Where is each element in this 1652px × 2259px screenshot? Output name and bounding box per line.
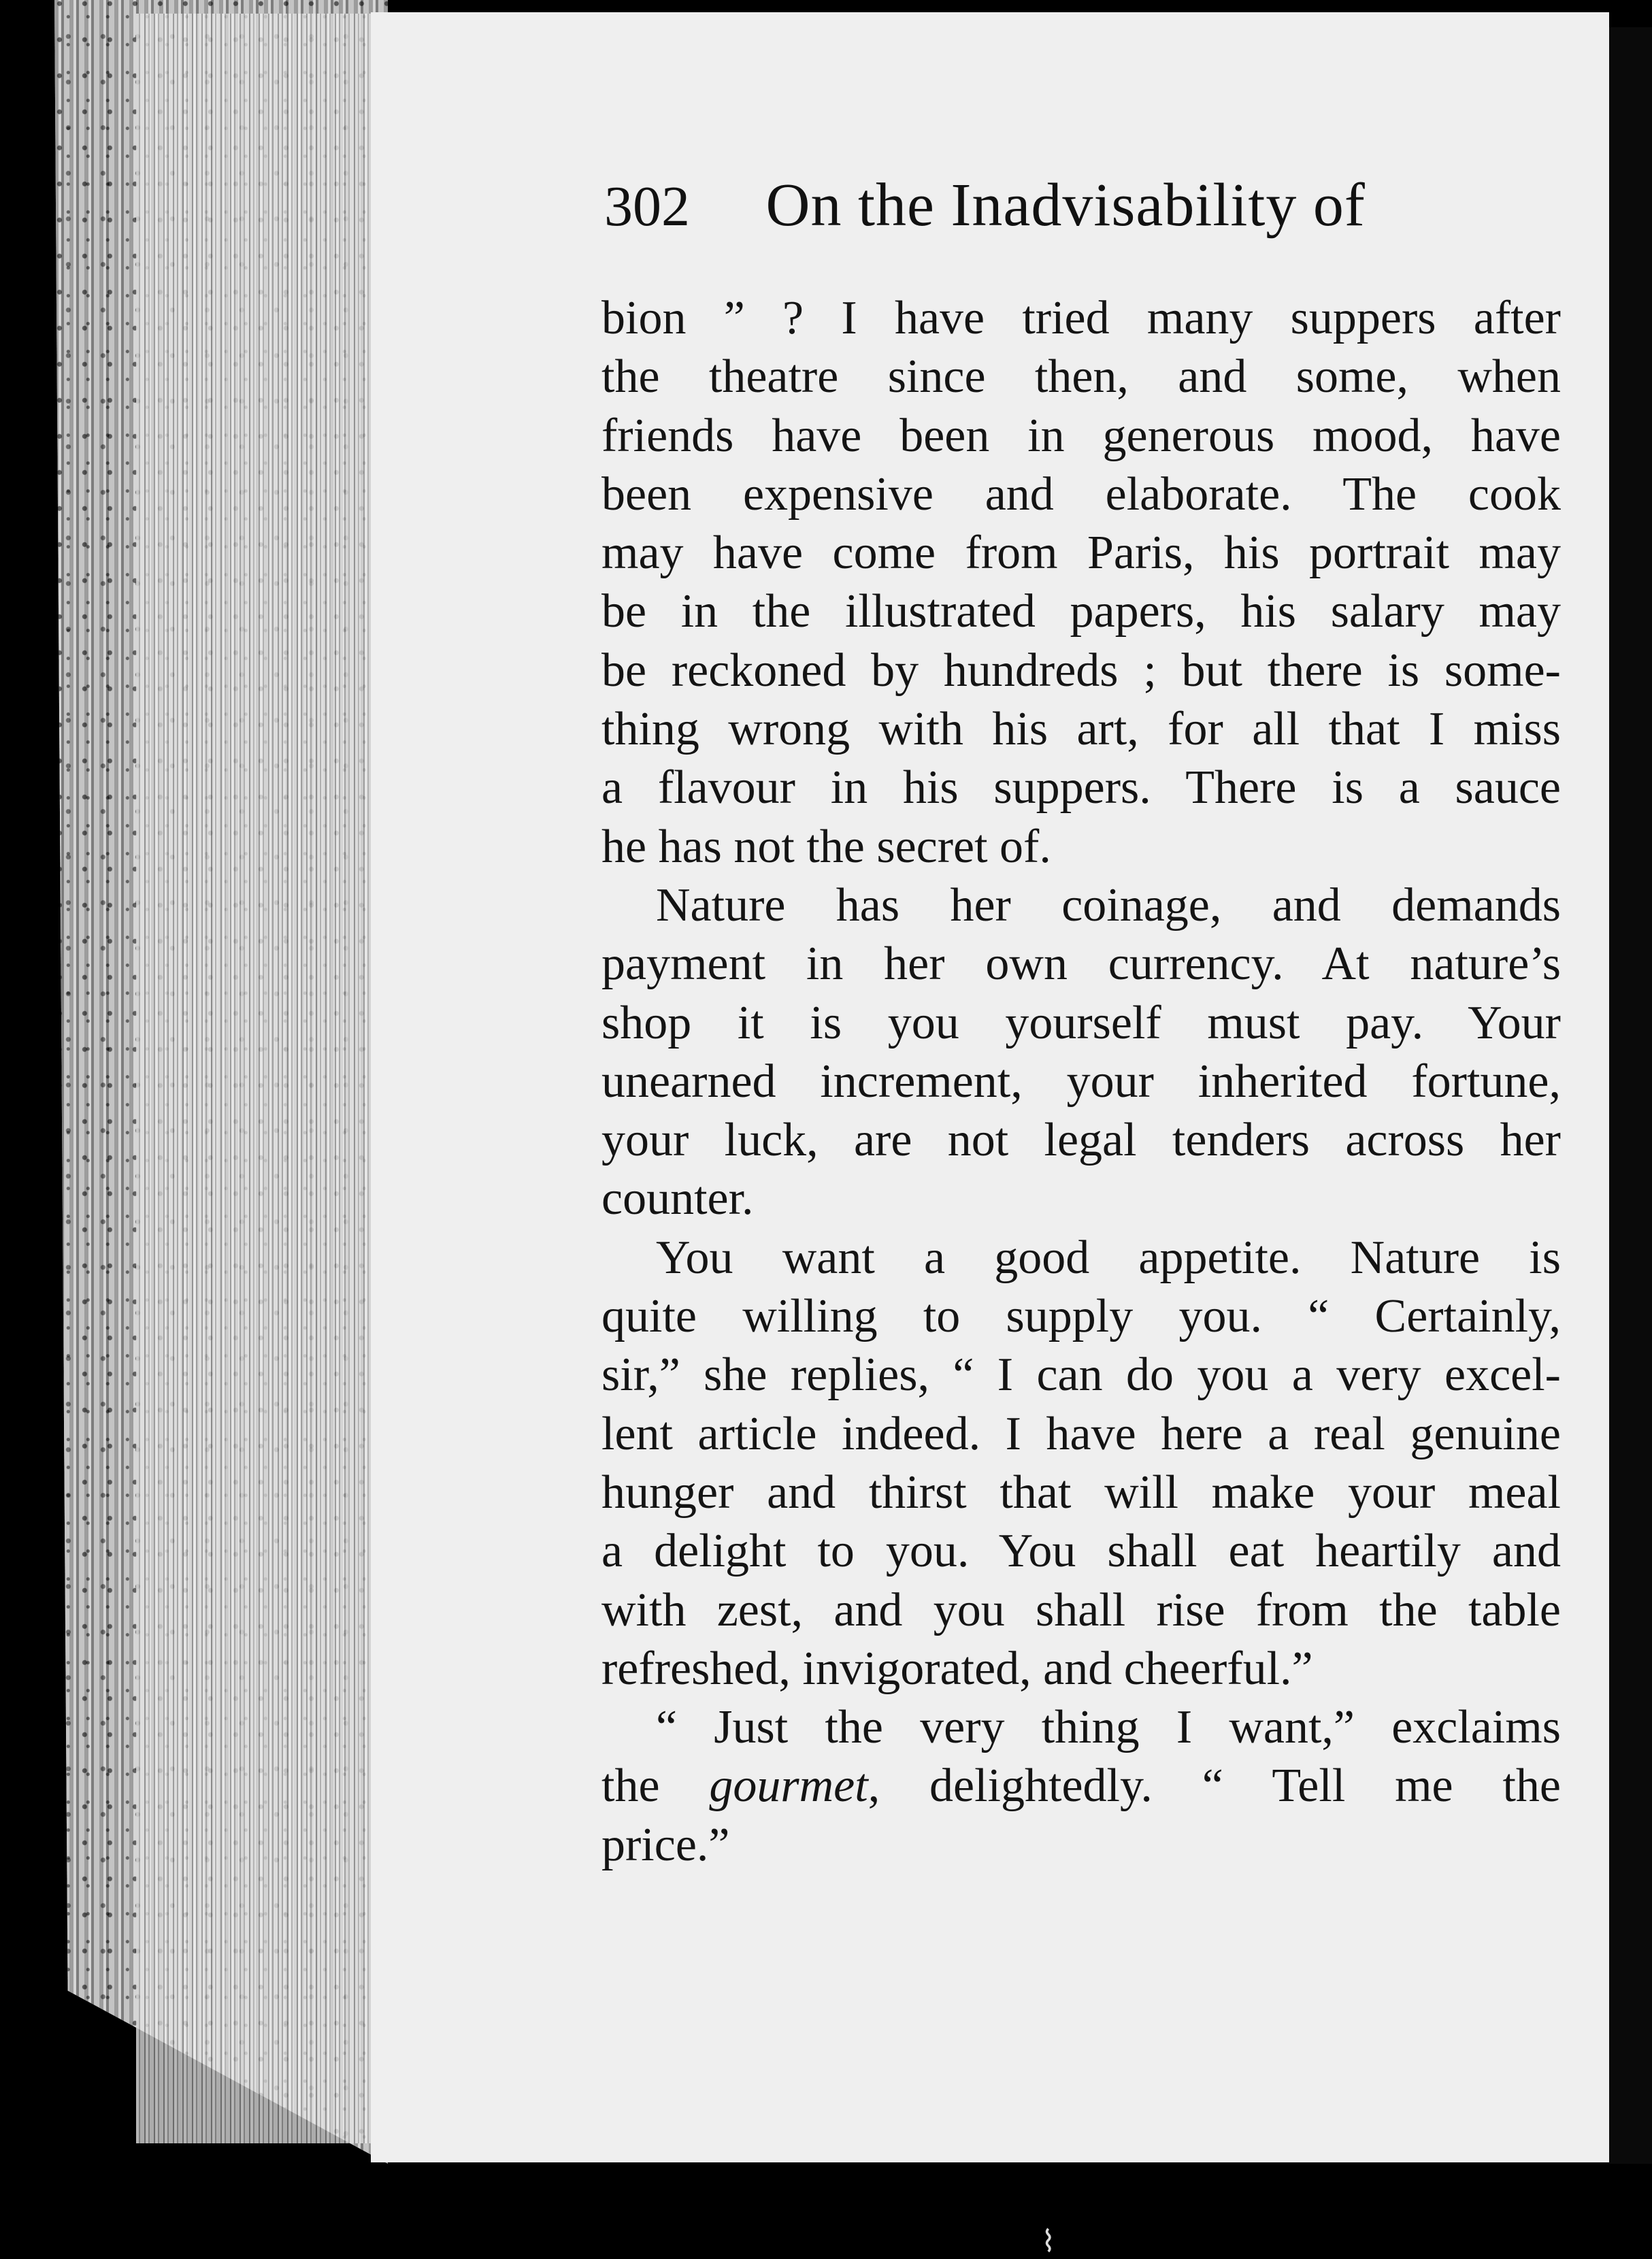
text-line: may have come from Paris, his portrait may <box>601 527 1561 580</box>
text-line: sir,” she replies, “ I can do you a very excel- <box>601 1349 1561 1402</box>
text-line: payment in her own currency. At nature’s <box>601 938 1561 991</box>
page-edge-lines <box>136 14 381 2143</box>
binding-mark: ⌇ <box>1041 2225 1056 2258</box>
text-line: unearned increment, your inherited fortune, <box>601 1055 1561 1108</box>
text-line: lent article indeed. I have here a real genuine <box>601 1407 1561 1460</box>
text-line: a delight to you. You shall eat heartily and <box>601 1525 1561 1578</box>
text-line: the theatre since then, and some, when <box>601 350 1561 403</box>
page-number: 302 <box>604 175 690 238</box>
body-text <box>601 289 1561 1875</box>
text-line: your luck, are not legal tenders across her <box>601 1114 1561 1167</box>
text-line: quite willing to supply you. “ Certainly, <box>601 1290 1561 1343</box>
running-title: On the Inadvisability of <box>765 171 1366 239</box>
text-line: thing wrong with his art, for all that I miss <box>601 703 1561 756</box>
text-line: been expensive and elaborate. The cook <box>601 467 1561 521</box>
text-line: a flavour in his suppers. There is a sauce <box>601 761 1561 814</box>
text-line: friends have been in generous mood, have <box>601 409 1561 462</box>
text-line <box>601 1757 1561 1815</box>
text-line: be in the illustrated papers, his salary may <box>601 585 1561 638</box>
text-line: shop it is you yourself must pay. Your <box>601 996 1561 1049</box>
text-line: You want a good appetite. Nature is <box>656 1231 1561 1284</box>
text-line: price.” <box>601 1818 730 1871</box>
text-line: “ Just the very thing I want,” exclaims <box>656 1701 1561 1754</box>
page-header <box>604 158 1584 253</box>
italic-word: gourmet <box>709 1760 868 1813</box>
text-fragment: , delightedly. “ Tell me the <box>868 1760 1561 1813</box>
right-page-edge <box>1609 27 1652 2164</box>
text-line: hunger and thirst that will make your meal <box>601 1466 1561 1519</box>
text-line: be reckoned by hundreds ; but there is some- <box>601 644 1561 697</box>
text-line: with zest, and you shall rise from the table <box>601 1583 1561 1636</box>
text-fragment: the <box>601 1760 710 1813</box>
text-line: he has not the secret of. <box>601 820 1051 873</box>
text-line: Nature has her coinage, and demands <box>656 878 1561 931</box>
text-line: refreshed, invigorated, and cheerful.” <box>601 1642 1313 1695</box>
text-line: bion ” ? I have tried many suppers after <box>601 292 1561 344</box>
text-line: counter. <box>601 1172 754 1225</box>
